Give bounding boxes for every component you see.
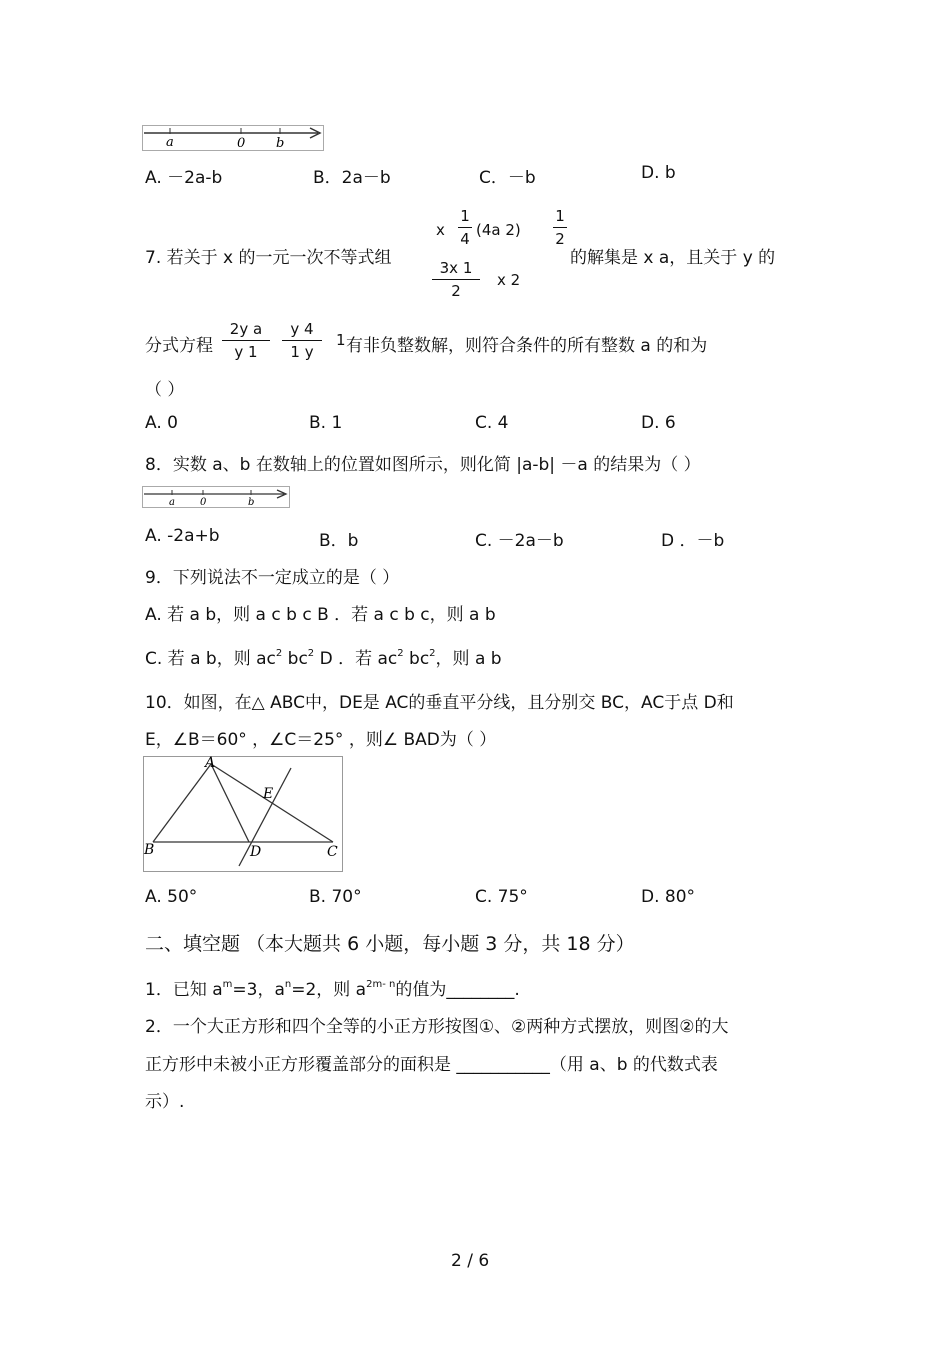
q10-option-c: C. 75° [475,887,528,907]
q9-sq2: 2 [307,648,315,659]
q8-label-zero: 0 [200,497,207,508]
q10-label-a: A [205,756,216,771]
q7-eq-rhs: 1 [336,331,346,349]
q9-rowc-part2: bc [282,649,308,669]
q7-ineq1-rhs-num: 1 [555,207,565,225]
q10-label-b: B [144,842,155,858]
q10-label-d: D [250,844,262,860]
q10-label-c: C [327,844,338,860]
q8-option-b: B．b [319,531,359,551]
fill-q1-suffix: 的值为________. [395,980,520,1000]
fill-q1-exp-n: n [284,979,292,990]
q8-option-d: D ．－b [661,531,725,551]
q7-eq-frac1 [222,320,270,361]
q8-label-a: a [169,497,175,508]
q8-label-b: b [248,497,255,508]
q9-rowc-part4: bc [403,649,430,669]
q6-option-a: A. －2a-b [145,168,223,188]
fill-q1-exp: 2m- n [366,979,396,990]
fill-q2-line2: 正方形中未被小正方形覆盖部分的面积是 ___________（用 a、b 的代数式表 [145,1055,718,1075]
q8-option-a: A. -2a+b [145,526,220,546]
q7-option-c: C. 4 [475,413,509,433]
q9-question: 9．下列说法不一定成立的是（ ） [145,568,400,588]
q6-option-c: C．－b [479,168,536,188]
q7-intro: 7. 若关于 x 的一元一次不等式组 [145,248,392,268]
number-line-q8 [142,486,290,508]
fill-q2-line1: 2．一个大正方形和四个全等的小正方形按图①、②两种方式摆放，则图②的大 [145,1017,729,1037]
q10-option-b: B. 70° [309,887,362,907]
q9-rowc-part5: ，则 a b [435,649,502,669]
page-number: 2 / 6 [451,1251,490,1271]
q10-option-a: A. 50° [145,887,198,907]
q7-ineq1-x: x [436,221,445,239]
q7-eq-frac2 [282,320,322,361]
numberline-label-zero: 0 [237,136,246,151]
q7-ineq2-frac [432,259,480,300]
q7-ineq1-frac [458,207,472,248]
q7-ineq1-rhs-den: 2 [555,230,565,248]
q7-line2-suffix: 有非负整数解，则符合条件的所有整数 a 的和为 [346,336,708,356]
q10-option-d: D. 80° [641,887,696,907]
q9-rowc-part1: C. 若 a b，则 ac [145,649,276,669]
q9-row-cd [145,644,502,669]
fill-q1 [145,975,520,1000]
fill-q1-mid2: =2，则 a [291,980,367,1000]
q7-ineq1-frac-num: 1 [460,207,470,225]
q7-ineq1-frac-den: 4 [460,230,470,248]
fill-q1-exp-m: m [222,979,233,990]
q6-option-d: D. b [641,163,676,183]
q7-ineq2-num: 3x 1 [439,259,473,277]
q7-f1-den: y 1 [234,343,258,361]
q7-f1-num: 2y a [229,320,263,338]
q9-rowc-part3: D ．若 ac [314,649,398,669]
number-line-top [142,125,324,151]
q6-option-b: B．2a－b [313,168,391,188]
q9-sq3: 2 [397,648,404,659]
q7-suffix: 的解集是 x a，且关于 y 的 [570,248,776,268]
fill-q1-mid1: =3，a [232,980,285,1000]
q7-f2-num: y 4 [290,320,314,338]
q7-ineq1-rhs [553,207,567,248]
q9-sq4: 2 [429,648,436,659]
q7-option-b: B. 1 [309,413,343,433]
q10-triangle-figure [143,756,343,872]
q9-row-ab: A. 若 a b，则 a c b c B ．若 a c b c，则 a b [145,605,496,625]
q8-option-c: C. －2a－b [475,531,564,551]
q7-option-a: A. 0 [145,413,178,433]
q10-line2: E，∠B＝60° ，∠C＝25° ，则∠ BAD为（ ） [145,730,497,750]
q7-ineq2-rest: x 2 [497,271,521,289]
fill-q1-prefix: 1．已知 a [145,980,223,1000]
section2-title: 二、填空题 （本大题共 6 小题，每小题 3 分，共 18 分） [145,933,635,955]
q7-option-d: D. 6 [641,413,676,433]
q9-sq1: 2 [275,648,283,659]
q7-ineq2-den: 2 [451,282,461,300]
q7-line2-prefix: 分式方程 [145,336,213,356]
q7-f2-den: 1 y [290,343,314,361]
q10-label-e: E [263,786,274,802]
q10-line1: 10．如图，在△ ABC中，DE是 AC的垂直平分线，且分别交 BC，AC于点 D和 [145,693,734,713]
q7-answer-paren: （ ） [145,380,185,400]
q7-ineq1-paren: (4a 2) [476,221,521,239]
q8-question: 8．实数 a、b 在数轴上的位置如图所示，则化简 |a-b| －a 的结果为（ ） [145,455,701,475]
numberline-label-a: a [166,135,174,150]
fill-q2-line3: 示）. [145,1092,185,1112]
numberline-label-b: b [276,136,285,151]
